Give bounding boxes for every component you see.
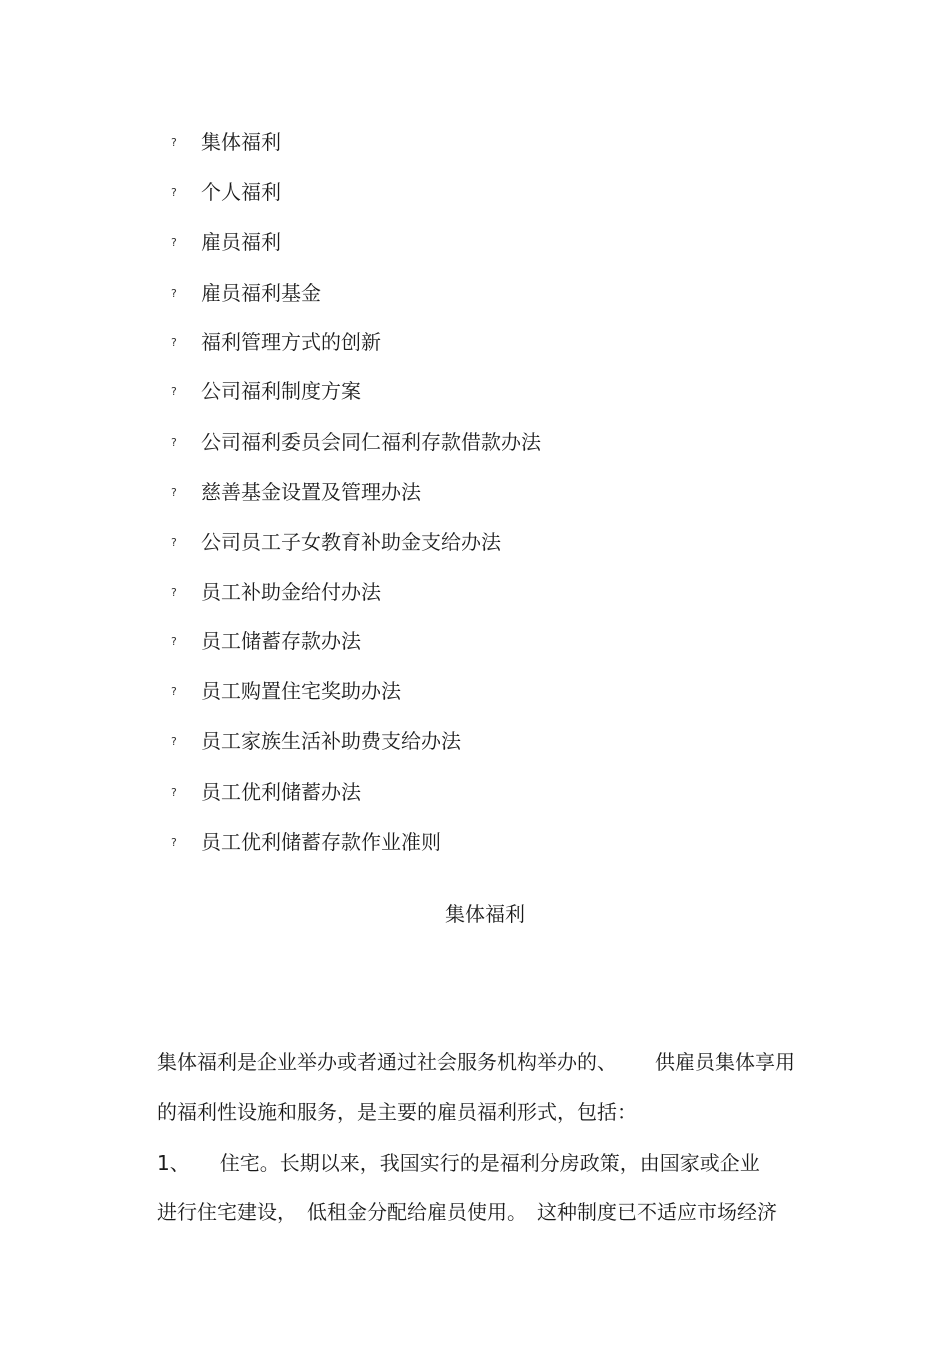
toc-item-label: 公司福利委员会同仁福利存款借款办法 bbox=[201, 430, 541, 454]
text-run: 住宅。长期以来，我国实行的是福利分房政策，由国家或企业 bbox=[219, 1151, 760, 1175]
text-run: 低租金分配给雇员使用。 bbox=[307, 1200, 527, 1224]
bullet-icon: ? bbox=[171, 586, 177, 599]
toc-item[interactable] bbox=[0, 627, 950, 657]
toc-item[interactable] bbox=[0, 377, 950, 407]
bullet-icon: ? bbox=[171, 287, 177, 300]
toc-item-label: 雇员福利基金 bbox=[201, 281, 321, 305]
toc-item[interactable] bbox=[0, 428, 950, 458]
toc-item-label: 员工优利储蓄存款作业准则 bbox=[201, 830, 441, 854]
bullet-icon: ? bbox=[171, 836, 177, 849]
text-run: 进行住宅建设， bbox=[157, 1200, 297, 1224]
body-paragraph-line bbox=[157, 1048, 795, 1076]
toc-item-label: 慈善基金设置及管理办法 bbox=[201, 480, 421, 504]
toc-item[interactable] bbox=[0, 128, 950, 158]
text-run: 供雇员集体享用 bbox=[655, 1050, 795, 1074]
body-paragraph-line bbox=[157, 1198, 777, 1226]
toc-item[interactable] bbox=[0, 328, 950, 358]
toc-item[interactable] bbox=[0, 178, 950, 208]
bullet-icon: ? bbox=[171, 685, 177, 698]
bullet-icon: ? bbox=[171, 735, 177, 748]
bullet-icon: ? bbox=[171, 635, 177, 648]
text-run: 这种制度已不适应市场经济 bbox=[537, 1200, 777, 1224]
toc-item-label: 集体福利 bbox=[201, 130, 281, 154]
section-title: 集体福利 bbox=[445, 902, 525, 926]
bullet-icon: ? bbox=[171, 385, 177, 398]
bullet-icon: ? bbox=[171, 786, 177, 799]
toc-item-label: 雇员福利 bbox=[201, 230, 281, 254]
toc-item[interactable] bbox=[0, 578, 950, 608]
toc-item[interactable] bbox=[0, 528, 950, 558]
bullet-icon: ? bbox=[171, 486, 177, 499]
list-number: 1、 bbox=[157, 1151, 190, 1175]
toc-item-label: 个人福利 bbox=[201, 180, 281, 204]
bullet-icon: ? bbox=[171, 186, 177, 199]
toc-item[interactable] bbox=[0, 727, 950, 757]
toc-item[interactable] bbox=[0, 228, 950, 258]
list-item-line bbox=[157, 1149, 760, 1177]
toc-item[interactable] bbox=[0, 279, 950, 309]
toc-item-label: 员工储蓄存款办法 bbox=[201, 629, 361, 653]
toc-item[interactable] bbox=[0, 778, 950, 808]
text-run: 集体福利是企业举办或者通过社会服务机构举办的、 bbox=[157, 1050, 617, 1074]
toc-item-label: 员工购置住宅奖助办法 bbox=[201, 679, 401, 703]
bullet-icon: ? bbox=[171, 136, 177, 149]
bullet-icon: ? bbox=[171, 536, 177, 549]
toc-item[interactable] bbox=[0, 828, 950, 858]
bullet-icon: ? bbox=[171, 236, 177, 249]
toc-item-label: 公司员工子女教育补助金支给办法 bbox=[201, 530, 501, 554]
toc-item-label: 员工家族生活补助费支给办法 bbox=[201, 729, 461, 753]
toc-item[interactable] bbox=[0, 677, 950, 707]
toc-item-label: 员工优利储蓄办法 bbox=[201, 780, 361, 804]
body-paragraph-line: 的福利性设施和服务，是主要的雇员福利形式，包括： bbox=[157, 1100, 637, 1124]
toc-item[interactable] bbox=[0, 478, 950, 508]
toc-item-label: 福利管理方式的创新 bbox=[201, 330, 381, 354]
toc-item-label: 员工补助金给付办法 bbox=[201, 580, 381, 604]
bullet-icon: ? bbox=[171, 436, 177, 449]
toc-item-label: 公司福利制度方案 bbox=[201, 379, 361, 403]
bullet-icon: ? bbox=[171, 336, 177, 349]
